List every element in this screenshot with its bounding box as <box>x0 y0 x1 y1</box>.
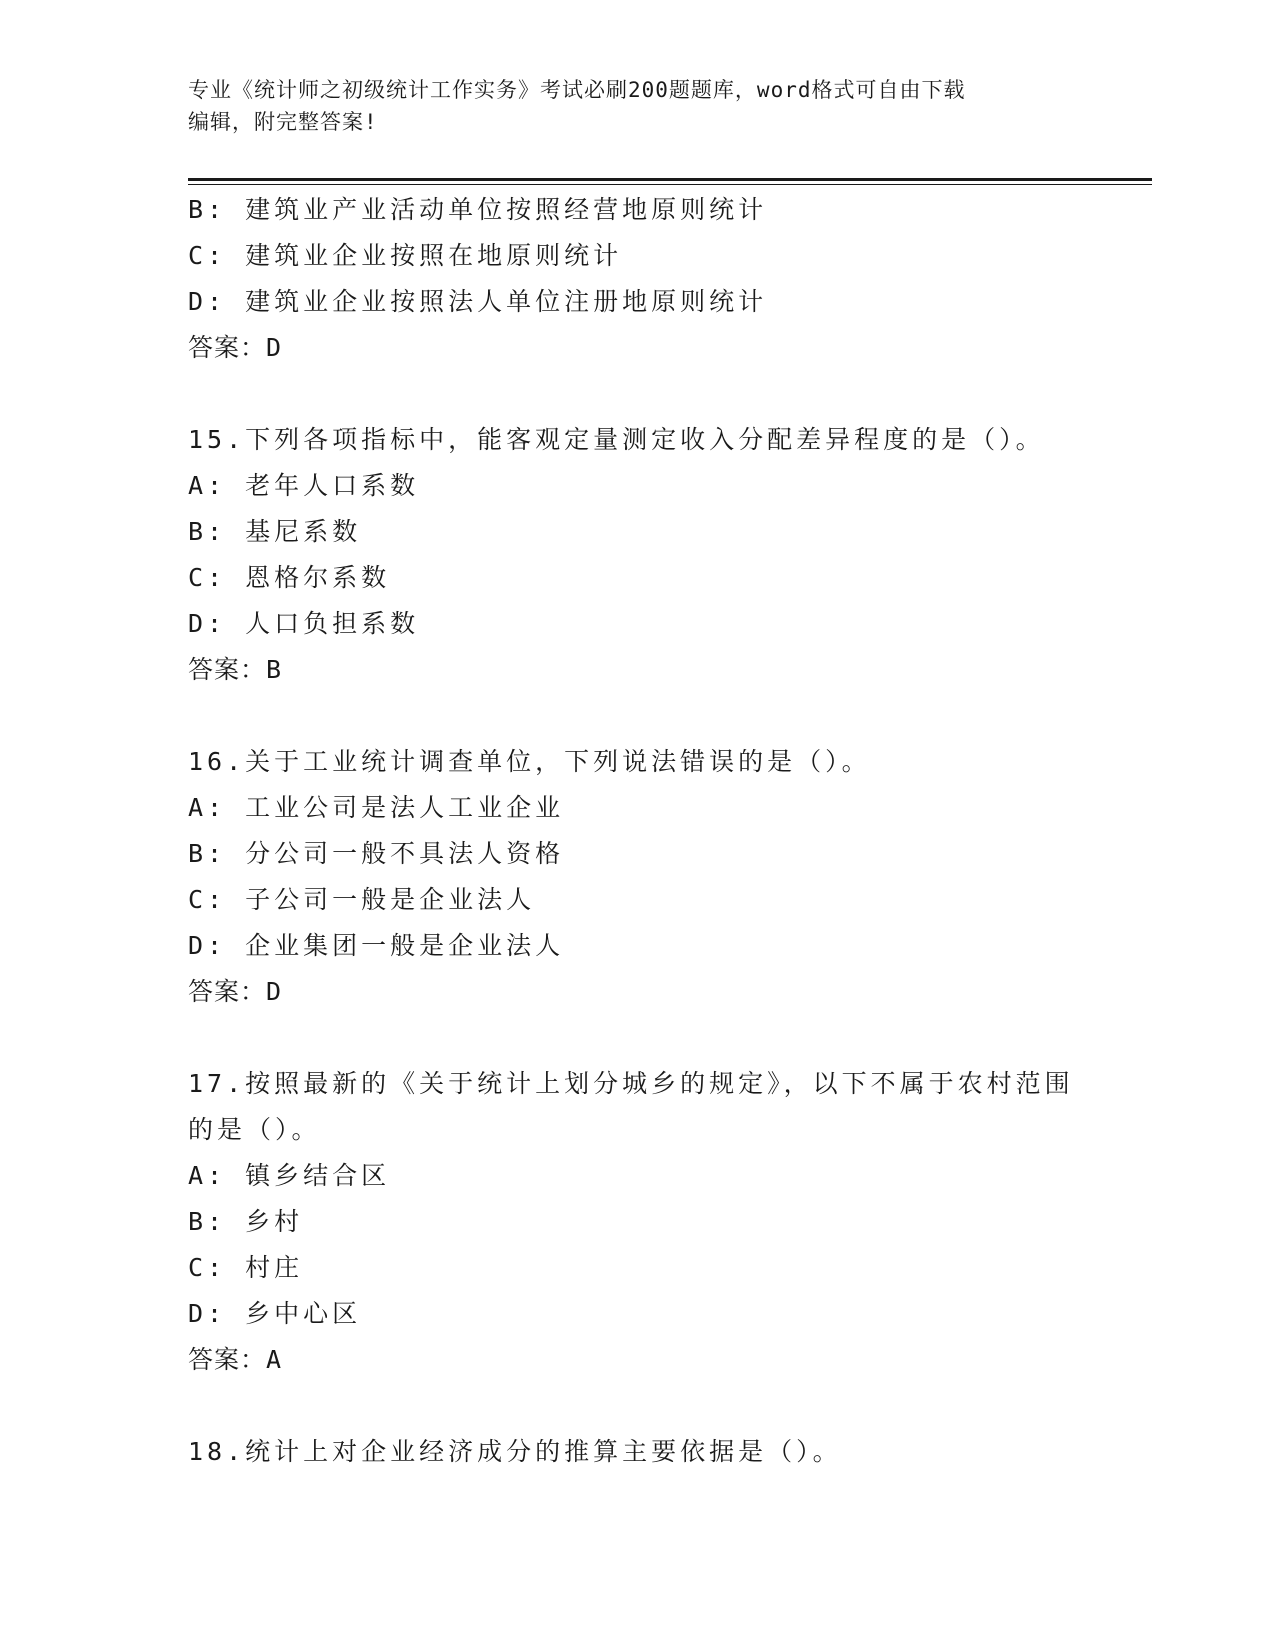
question-text: 15.下列各项指标中，能客观定量测定收入分配差异程度的是（）。 <box>188 425 1045 454</box>
spacer <box>188 1015 1088 1061</box>
option-d: D: 企业集团一般是企业法人 <box>188 931 565 960</box>
question-text: 18.统计上对企业经济成分的推算主要依据是（）。 <box>188 1437 842 1466</box>
question-list <box>188 187 1088 1475</box>
answer-line: 答案：D <box>188 977 283 1006</box>
option-d: D: 乡中心区 <box>188 1299 362 1328</box>
option-b: B: 基尼系数 <box>188 517 362 546</box>
question-text-line-2: 的是（）。 <box>188 1115 321 1144</box>
header-divider-thin <box>188 184 1152 185</box>
spacer <box>188 693 1088 739</box>
option-a: A: 镇乡结合区 <box>188 1161 391 1190</box>
question-text: 16.关于工业统计调查单位，下列说法错误的是（）。 <box>188 747 871 776</box>
option-c: C: 村庄 <box>188 1253 304 1282</box>
option-c: C: 建筑业企业按照在地原则统计 <box>188 241 623 270</box>
option-a: A: 老年人口系数 <box>188 471 420 500</box>
header-title-line-1: 专业《统计师之初级统计工作实务》考试必刷200题题库，word格式可自由下载 <box>188 78 966 102</box>
option-c: C: 恩格尔系数 <box>188 563 391 592</box>
answer-line: 答案：B <box>188 655 283 684</box>
spacer <box>188 371 1088 417</box>
answer-line: 答案：D <box>188 333 283 362</box>
question-14-tail <box>188 187 1088 371</box>
header-title-line-2: 编辑，附完整答案! <box>188 110 378 134</box>
option-b: B: 建筑业产业活动单位按照经营地原则统计 <box>188 195 768 224</box>
question-17 <box>188 1061 1088 1383</box>
option-d: D: 建筑业企业按照法人单位注册地原则统计 <box>188 287 768 316</box>
option-a: A: 工业公司是法人工业企业 <box>188 793 565 822</box>
option-b: B: 分公司一般不具法人资格 <box>188 839 565 868</box>
spacer <box>188 1383 1088 1429</box>
option-b: B: 乡村 <box>188 1207 304 1236</box>
option-d: D: 人口负担系数 <box>188 609 420 638</box>
question-15 <box>188 417 1088 693</box>
question-16 <box>188 739 1088 1015</box>
option-c: C: 子公司一般是企业法人 <box>188 885 536 914</box>
document-header <box>188 74 1068 138</box>
question-text-line-1: 17.按照最新的《关于统计上划分城乡的规定》，以下不属于农村范围 <box>188 1069 1074 1098</box>
answer-line: 答案：A <box>188 1345 283 1374</box>
header-divider-thick <box>188 178 1152 181</box>
question-18 <box>188 1429 1088 1475</box>
